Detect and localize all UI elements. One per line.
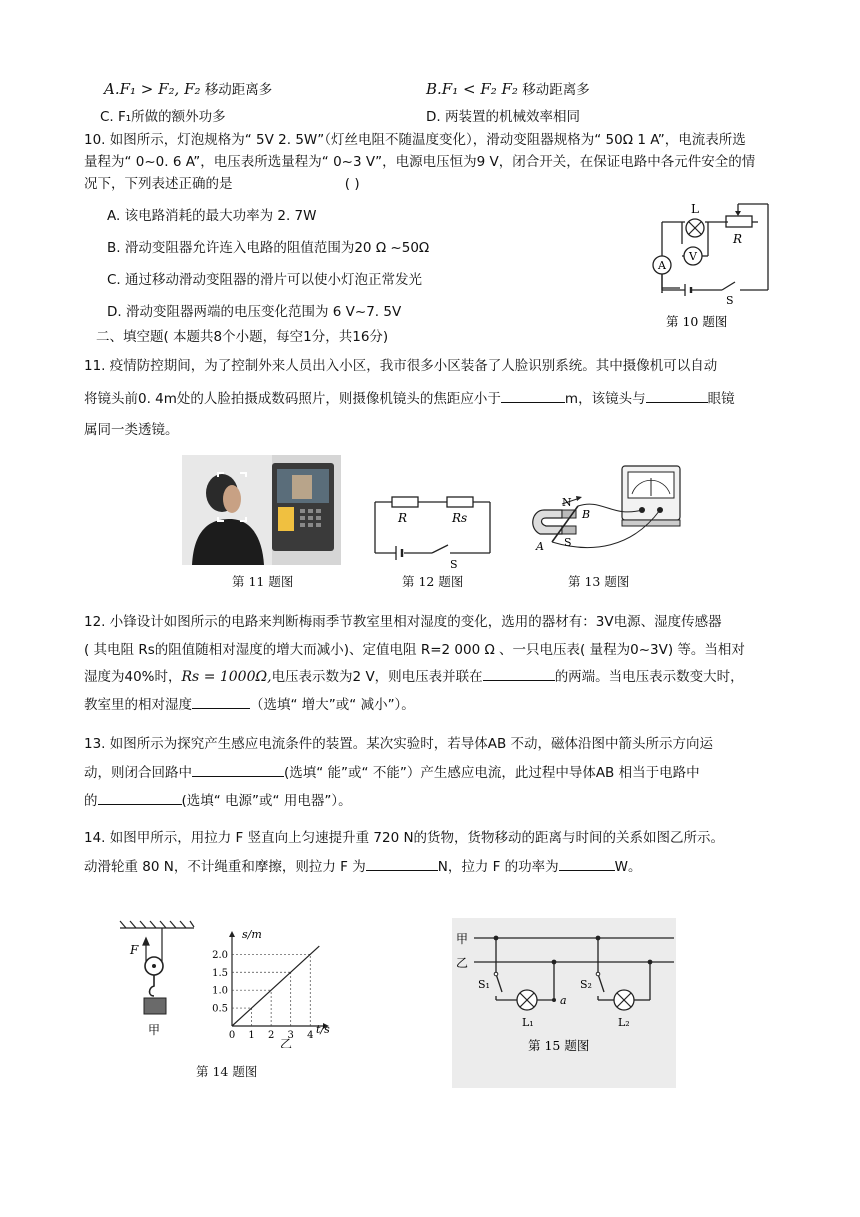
chart-y-tick-label: 1.5 [212, 967, 228, 979]
q9-option-b [426, 78, 590, 98]
chart-x-tick-label: 0 [228, 1030, 236, 1041]
q10-option-c: C. 通过移动滑动变阻器的滑片可以使小灯泡正常发光 [107, 272, 423, 288]
fig13-label-n: N [562, 496, 572, 509]
q12-line3-b: 电压表示数为2 V，则电压表并联在 [271, 669, 483, 685]
q12-line1: 12. 小锋设计如图所示的电路来判断梅雨季节教室里相对湿度的变化，选用的器材有：3V电源、湿度传感器 [84, 614, 722, 630]
fig15-label-s1: S₁ [478, 978, 490, 991]
q14-line1: 14. 如图甲所示，用拉力 F 竖直向上匀速提升重 720 N的货物，货物移动的距离与时间的关系如图乙所示。 [84, 830, 725, 846]
fig15-label-a: a [560, 994, 567, 1007]
fig15-label-jia: 甲 [456, 932, 469, 946]
face-recognition-illustration [182, 455, 341, 565]
q14-line2 [84, 856, 642, 877]
q10-line1: 10. 如图所示，灯泡规格为“ 5V 2. 5W”（灯丝电阻不随温度变化），滑动变阻器规格为“ 50Ω 1 A”，电流表所选 [84, 132, 746, 148]
q11-line2-b: m，该镜头与 [564, 391, 646, 407]
q12-blank-1 [483, 666, 555, 681]
figure-15-box [452, 918, 676, 1088]
fig15-caption: 第 15 题图 [528, 1038, 590, 1053]
q10-option-b: B. 滑动变阻器允许连入电路的阻值范围为20 Ω ~50Ω [107, 240, 430, 256]
fig12-label-rs: Rs [452, 511, 468, 525]
chart-y-tick-label: 2.0 [212, 949, 228, 961]
q10-option-d: D. 滑动变阻器两端的电压变化范围为 6 V~7. 5V [107, 304, 402, 320]
fig14-label-f: F [130, 943, 139, 957]
q9-option-c: C. F₁所做的额外功多 [100, 109, 226, 125]
q9-option-a-text: 移动距离多 [204, 82, 273, 98]
q13-line3-b: (选填“ 电源”或“ 用电器”）。 [181, 793, 352, 809]
q13-line3-a: 的 [84, 793, 98, 809]
chart-y-tick-label: 1.0 [212, 985, 228, 997]
fig12-caption: 第 12 题图 [402, 574, 464, 589]
q10-line3 [84, 174, 360, 194]
fig12-label-s: S [450, 558, 458, 571]
figure-10-circuit [640, 198, 780, 333]
q9-option-a [104, 78, 272, 98]
q9-option-d: D. 两装置的机械效率相同 [426, 109, 580, 125]
figure-13-apparatus [522, 458, 682, 568]
q13-line2-b: (选填“ 能”或“ 不能”）产生感应电流，此过程中导体AB 相当于电路中 [284, 765, 700, 781]
q13-blank-2 [98, 790, 182, 805]
q11-line2 [84, 388, 735, 409]
q14-line2-a: 动滑轮重 80 N，不计绳重和摩擦，则拉力 F 为 [84, 859, 366, 875]
q11-line1: 11. 疫情防控期间，为了控制外来人员出入小区，我市很多小区装备了人脸识别系统。其中摄像机可以自动 [84, 358, 718, 374]
q14-blank-1 [366, 856, 438, 871]
fig13-label-a: A [536, 540, 544, 553]
q10-answer-paren: ( ) [344, 176, 360, 192]
q14-blank-2 [559, 856, 615, 871]
q11-line2-c: 眼镜 [707, 391, 735, 407]
fig14-label-yi: 乙 [280, 1037, 293, 1048]
fig13-label-s: S [564, 536, 572, 549]
chart-x-axis-label: t/s [316, 1023, 330, 1036]
fig15-label-yi: 乙 [456, 956, 469, 970]
q10-option-a: A. 该电路消耗的最大功率为 2. 7W [107, 208, 317, 224]
fig10-label-r: R [733, 232, 743, 246]
figure-11-photo [182, 455, 341, 565]
q13-line2-a: 动，则闭合回路中 [84, 765, 192, 781]
fig15-label-s2: S₂ [580, 978, 592, 991]
fig13-caption: 第 13 题图 [568, 574, 630, 589]
q12-line3 [84, 666, 744, 687]
chart-y-arrow [229, 931, 235, 937]
q12-line4-a: 教室里的相对湿度 [84, 697, 192, 713]
fig10-label-l: L [691, 202, 699, 216]
q14-line2-b: N，拉力 F 的功率为 [437, 859, 559, 875]
fig10-label-a: A [658, 259, 666, 272]
q9-option-a-prefix: A. [104, 80, 120, 98]
fig14-label-jia: 甲 [148, 1023, 161, 1037]
q9-option-b-text: 移动距离多 [522, 82, 590, 98]
fig10-label-s: S [726, 294, 734, 307]
fig11-caption: 第 11 题图 [232, 574, 294, 589]
fig10-caption: 第 10 题图 [666, 314, 728, 329]
q12-rs-formula: Rs = 1000Ω, [181, 669, 272, 685]
q13-line1: 13. 如图所示为探究产生感应电流条件的装置。某次实验时，若导体AB 不动，磁体沿图中箭头所示方向运 [84, 736, 714, 752]
q10-line2: 量程为“ 0~0. 6 A”，电压表所选量程为“ 0~3 V”，电源电压恒为9 V，闭合开关，在保证电路中各元件安全的情 [84, 154, 756, 170]
fig12-label-r: R [398, 511, 408, 525]
q14-line2-c: W。 [614, 859, 642, 875]
chart-x-tick-label: 1 [248, 1030, 255, 1041]
q10-stem-end: 况下，下列表述正确的是 [84, 176, 233, 192]
q13-line2 [84, 762, 700, 783]
q12-line4 [84, 694, 415, 715]
q9-option-a-math: F₁ > F₂, F₂ [119, 80, 201, 98]
q11-line3: 属同一类透镜。 [84, 422, 179, 438]
chart-y-tick-label: 0.5 [212, 1003, 228, 1015]
fig10-label-v: V [689, 250, 697, 263]
q11-blank-2 [646, 388, 708, 403]
q9-option-b-math: F₁ < F₂ F₂ [441, 80, 518, 98]
q12-line3-c: 的两端。当电压表示数变大时， [554, 669, 744, 685]
q11-blank-1 [501, 388, 565, 403]
q12-blank-2 [192, 694, 250, 709]
fig13-label-b: B [582, 508, 591, 521]
fig14-caption: 第 14 题图 [196, 1064, 258, 1079]
fig15-label-l1: L₁ [522, 1016, 534, 1029]
q12-line2: ( 其电阻 Rs的阻值随相对湿度的增大而减小)、定值电阻 R=2 000 Ω 、一只电压表( 量程为0~3V) 等。当相对 [84, 642, 745, 658]
chart-x-tick-label: 3 [287, 1030, 294, 1041]
chart-series-line [232, 946, 319, 1026]
figure-14-st-chart [200, 928, 330, 1048]
chart-y-axis-label: s/m [242, 928, 262, 941]
q9-option-b-prefix: B. [426, 80, 442, 98]
q13-blank-1 [192, 762, 284, 777]
q12-line4-b: （选填“ 增大”或“ 减小”）。 [250, 697, 415, 713]
fig15-label-l2: L₂ [618, 1016, 630, 1029]
figure-14-pulley [118, 918, 198, 1058]
chart-x-tick-label: 2 [267, 1030, 275, 1041]
q12-line3-a: 湿度为40%时， [84, 669, 182, 685]
q13-line3 [84, 790, 352, 811]
section-2-heading: 二、填空题( 本题共8个小题，每空1分，共16分) [96, 329, 389, 345]
q11-line2-a: 将镜头前0. 4m处的人脸拍摄成数码照片，则摄像机镜头的焦距应小于 [84, 391, 501, 407]
chart-x-tick-label: 4 [307, 1030, 314, 1041]
figure-15-circuit [452, 918, 676, 1088]
